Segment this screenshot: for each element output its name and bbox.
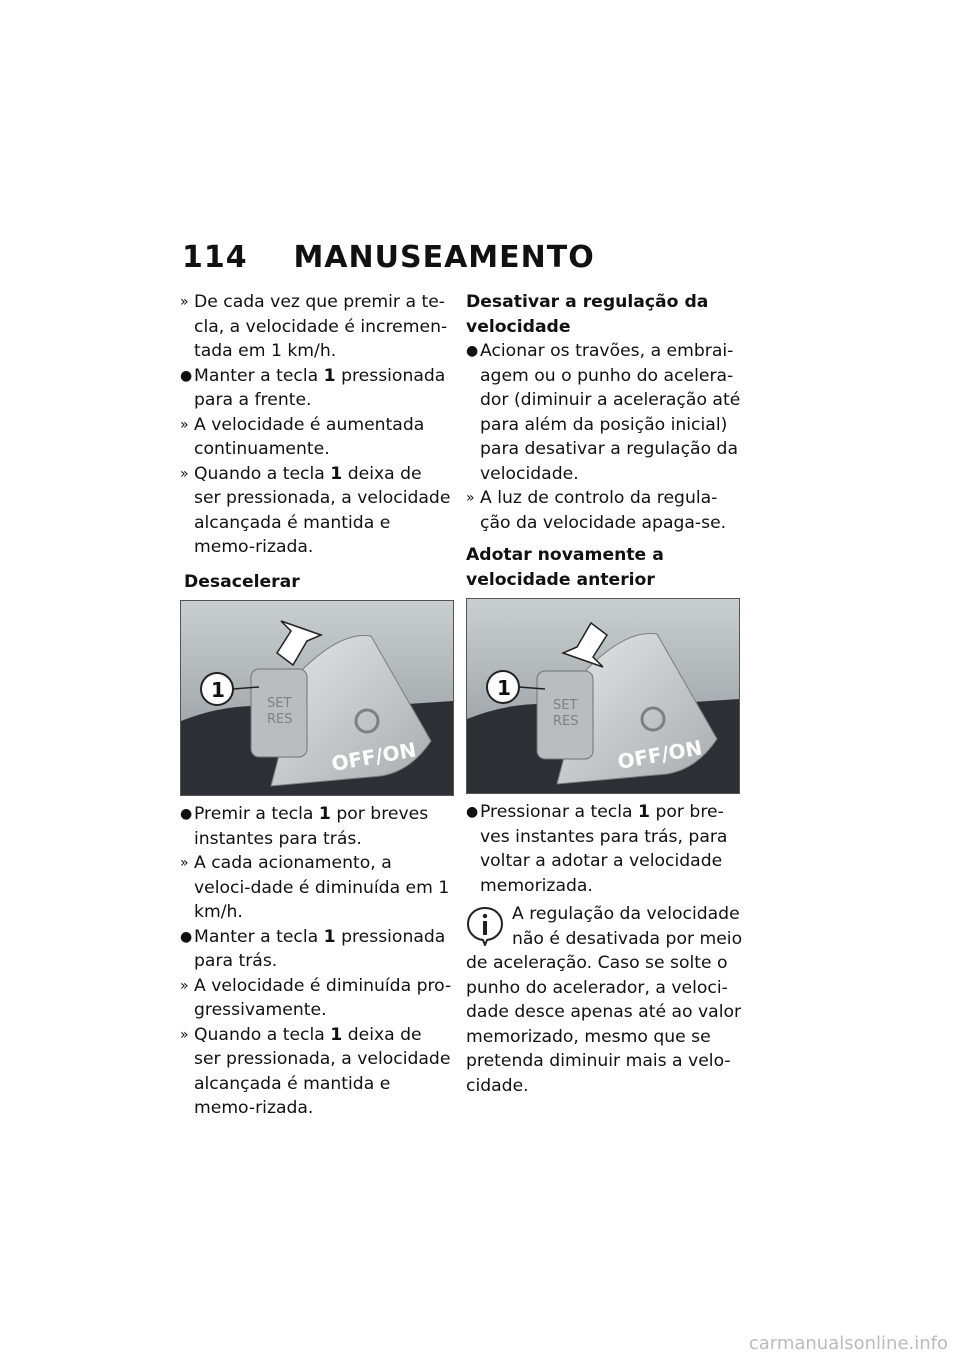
list-text: Quando a tecla: [194, 1024, 331, 1045]
info-note: [466, 902, 746, 1098]
callout-number: 1: [497, 676, 511, 700]
list-item: [466, 339, 746, 486]
left-items-bottom: [180, 802, 452, 1121]
list-item: [180, 462, 452, 560]
left-column: [180, 290, 452, 1121]
cruise-control-switch-image: [466, 598, 740, 794]
list-text: Quando a tecla: [194, 463, 331, 484]
bullet-icon: ●: [180, 806, 193, 822]
list-item: [180, 364, 452, 413]
res-label: RES: [267, 712, 293, 727]
list-mark: »: [180, 465, 189, 482]
page-title: MANUSEAMENTO: [293, 240, 595, 275]
section-heading-decelerate: Desacelerar: [184, 571, 300, 592]
cruise-control-switch-image: [180, 600, 454, 796]
list-text: De cada vez que premir a te-cla, a velocidade é incremen-tada em 1 km/h.: [194, 292, 448, 361]
section-heading-resume: Adotar novamente a velocidade anterior: [466, 545, 664, 590]
list-item: [180, 925, 452, 974]
list-item: [180, 802, 452, 851]
left-items-top: [180, 290, 452, 560]
list-mark: »: [180, 977, 189, 994]
list-text: deixa de ser pressionada, a velocidade alcançada é mantida e memo-rizada.: [194, 1024, 451, 1118]
off-on-label: OFF/ON: [615, 735, 704, 774]
right-items-1: [466, 339, 746, 535]
list-mark: »: [180, 1026, 189, 1043]
list-mark: »: [466, 490, 475, 506]
list-text: A velocidade é aumentada continuamente.: [194, 414, 425, 459]
page-number: 114: [182, 240, 248, 275]
list-text: deixa de ser pressionada, a velocidade alcançada é mantida e memo-rizada.: [194, 463, 451, 557]
list-mark: »: [180, 416, 189, 433]
section-heading-deactivate: Desativar a regulação da velocidade: [466, 292, 709, 337]
key-reference: 1: [323, 926, 336, 947]
info-note-text: A regulação da velocidade não é desativada por meio de aceleração. Caso se solte o punho do acelerador, a veloci-dade desce apenas até ao valor memorizado, mesmo que se pretenda diminuir mais a velo-cidade.: [466, 904, 743, 1096]
key-reference: 1: [318, 804, 331, 824]
list-mark: »: [180, 294, 189, 310]
list-text: Acionar os travões, a embrai-agem ou o punho do acelera-dor (diminuir a aceleração até para além da posição inicial) para desativar a regulação da velocidade.: [480, 341, 741, 484]
info-icon: [466, 906, 504, 946]
set-label: SET: [553, 698, 578, 713]
list-text: pressionada para trás.: [194, 926, 446, 971]
res-label: RES: [553, 714, 579, 729]
set-label: SET: [267, 696, 292, 711]
bullet-icon: ●: [466, 804, 479, 820]
key-reference: 1: [638, 802, 650, 822]
list-text: A luz de controlo da regula-ção da velocidade apaga-se.: [480, 488, 727, 533]
list-text: A cada acionamento, a veloci-dade é diminuída em 1 km/h.: [194, 853, 450, 922]
bullet-icon: ●: [466, 343, 479, 359]
list-item: [466, 800, 746, 898]
list-item: [466, 486, 746, 535]
key-reference: 1: [323, 365, 336, 386]
right-items-2: [466, 800, 746, 898]
list-item: [180, 413, 452, 462]
list-text: Manter a tecla: [194, 926, 324, 947]
list-item: [180, 851, 452, 925]
list-text: Pressionar a tecla: [480, 802, 639, 822]
page-header: [182, 240, 595, 275]
list-text: Premir a tecla: [194, 804, 319, 824]
bullet-icon: ●: [180, 367, 193, 384]
list-mark: »: [180, 855, 189, 871]
bullet-icon: ●: [180, 928, 193, 945]
list-text: Manter a tecla: [194, 365, 324, 386]
list-text: por bre-ves instantes para trás, para voltar a adotar a velocidade memorizada.: [480, 802, 728, 896]
list-item: [180, 1023, 452, 1121]
callout-number: 1: [211, 678, 225, 702]
list-text: A velocidade é diminuída pro-gressivamente.: [194, 975, 452, 1020]
off-on-label: OFF/ON: [329, 737, 418, 776]
watermark: carmanualsonline.info: [748, 1333, 948, 1354]
list-item: [180, 974, 452, 1023]
right-column: [466, 290, 746, 1098]
key-reference: 1: [330, 1024, 343, 1045]
list-text: pressionada para a frente.: [194, 365, 446, 410]
list-text: por breves instantes para trás.: [194, 804, 429, 849]
list-item: [180, 290, 452, 364]
key-reference: 1: [330, 463, 343, 484]
